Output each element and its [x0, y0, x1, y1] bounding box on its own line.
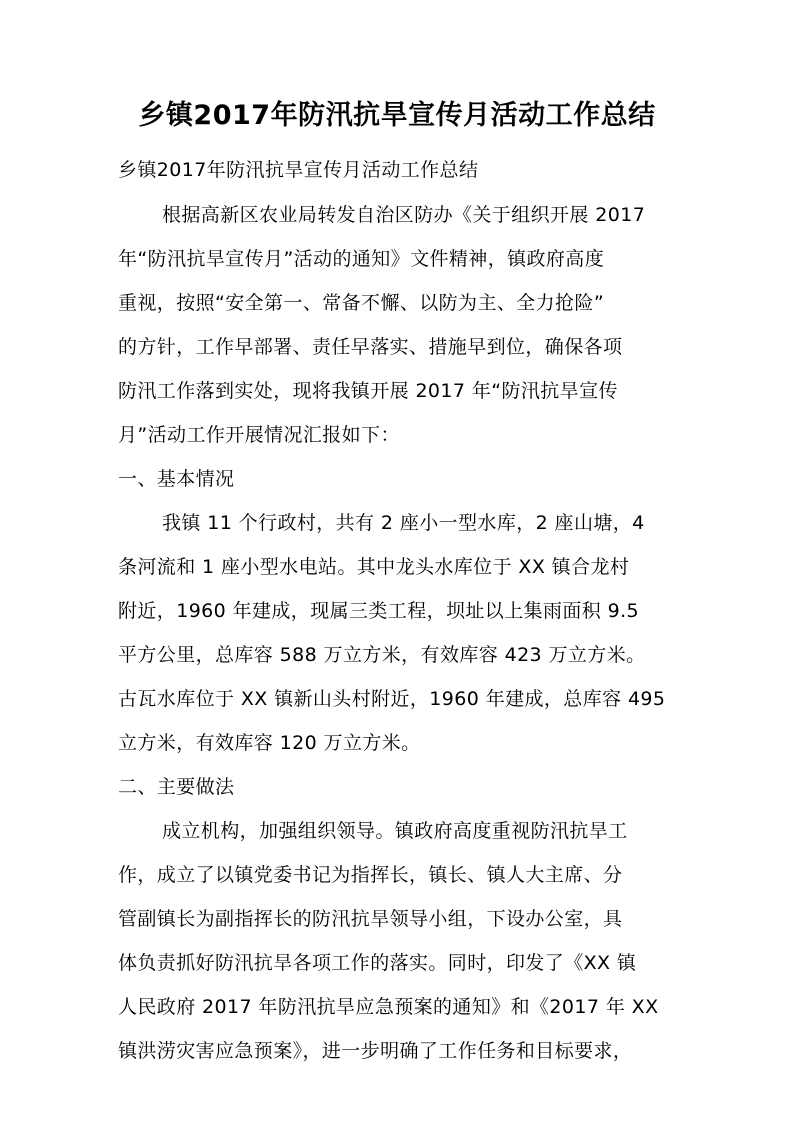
paragraph-line: 作，成立了以镇党委书记为指挥长，镇长、镇人大主席、分	[118, 864, 623, 886]
paragraph-line: 古瓦水库位于 XX 镇新山头村附近，1960 年建成，总库容 495	[118, 688, 666, 710]
paragraph-line: 体负责抓好防汛抗旱各项工作的落实。同时，印发了《XX 镇	[118, 952, 637, 974]
paragraph-line: 重视，按照“安全第一、常备不懈、以防为主、全力抢险”	[118, 292, 605, 314]
paragraph-line: 成立机构，加强组织领导。镇政府高度重视防汛抗旱工	[162, 820, 628, 842]
paragraph-line: 年“防汛抗旱宣传月”活动的通知》文件精神，镇政府高度	[118, 248, 605, 270]
paragraph-line: 管副镇长为副指挥长的防汛抗旱领导小组，下设办公室，具	[118, 908, 623, 930]
subtitle-line: 乡镇2017年防汛抗旱宣传月活动工作总结	[118, 159, 479, 181]
paragraph-line: 根据高新区农业局转发自治区防办《关于组织开展 2017	[162, 204, 646, 226]
section-heading: 一、基本情况	[118, 468, 235, 490]
paragraph-line: 条河流和 1 座小型水电站。其中龙头水库位于 XX 镇合龙村	[118, 556, 630, 578]
paragraph-line: 人民政府 2017 年防汛抗旱应急预案的通知》和《2017 年 XX	[118, 996, 659, 1018]
paragraph-line: 的方针，工作早部署、责任早落实、措施早到位，确保各项	[118, 336, 623, 358]
paragraph-line: 平方公里，总库容 588 万立方米，有效库容 423 万立方米。	[118, 644, 646, 666]
paragraph-line: 镇洪涝灾害应急预案》，进一步明确了工作任务和目标要求，	[118, 1040, 633, 1062]
paragraph-line: 我镇 11 个行政村，共有 2 座小一型水库，2 座山塘，4	[162, 512, 645, 534]
section-heading: 二、主要做法	[118, 776, 235, 798]
paragraph-line: 附近，1960 年建成，现属三类工程，坝址以上集雨面积 9.5	[118, 600, 640, 622]
paragraph-line: 防汛工作落到实处，现将我镇开展 2017 年“防汛抗旱宣传	[118, 380, 618, 402]
paragraph-line: 立方米，有效库容 120 万立方米。	[118, 732, 421, 754]
document-title: 乡镇2017年防汛抗旱宣传月活动工作总结	[138, 100, 656, 131]
paragraph-line: 月”活动工作开展情况汇报如下：	[118, 424, 400, 446]
